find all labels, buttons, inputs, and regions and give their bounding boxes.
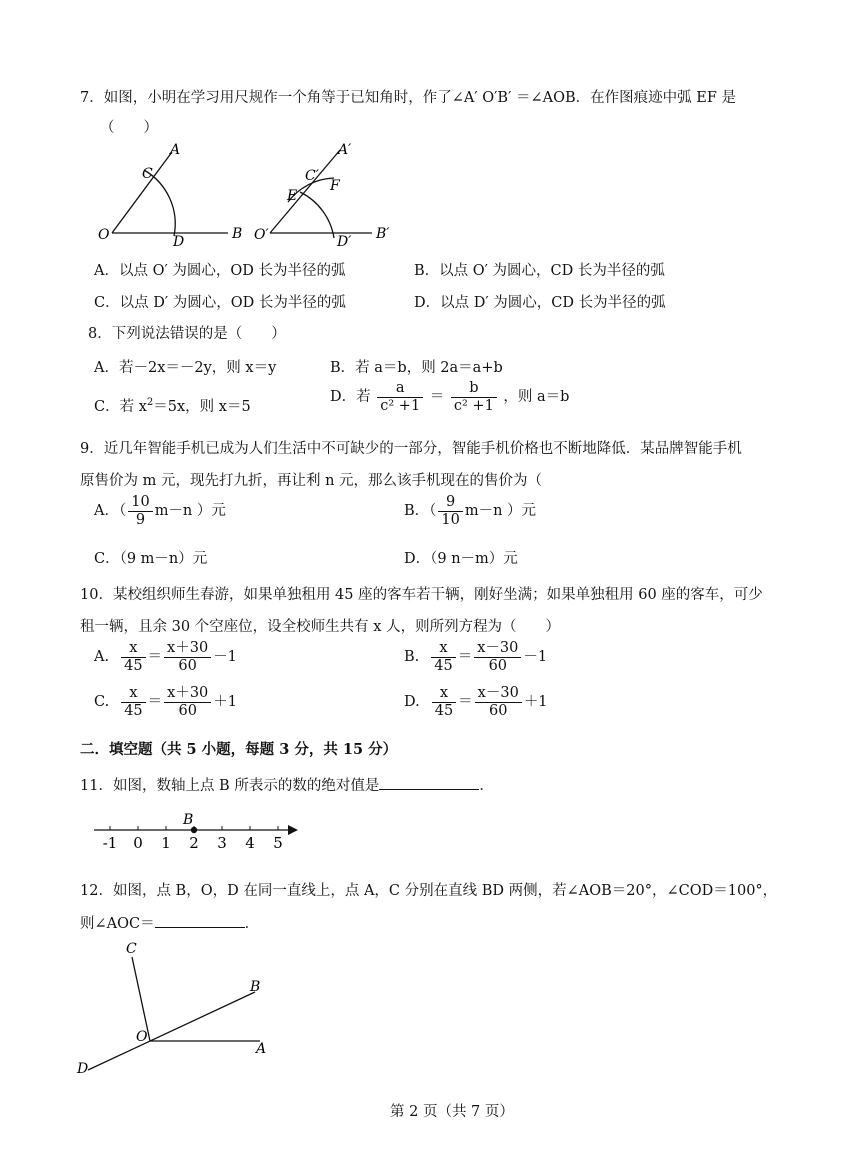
q7-fig1-label-a: A [170,142,181,158]
q9-option-c: C．（9 m－n）元 [94,551,208,567]
q7-stem: 7．如图，小明在学习用尺规作一个角等于已知角时，作了∠A′ O′B′ ＝∠AOB．在作图痕迹中弧 EF 是 [80,90,737,106]
q11-tick-label: 5 [273,834,283,852]
q12-label-a: A [256,1041,267,1057]
q12-label-d: D [77,1061,89,1077]
q7-fig2-label-b: B′ [376,226,390,242]
q8-option-d: D．若 $\frac{a}{\text{c² +1}}$ ＝ $\frac{b}{\text{c² +1}}$ ，则 a＝b [330,380,570,414]
q7-fig2-label-e: E [287,188,298,204]
q12-label-o: O [136,1029,148,1045]
q7-fig1-label-d: D [173,234,185,250]
q11-point-b-label: B [183,812,194,828]
q7-option-c: C．以点 D′ 为圆心，OD 长为半径的弧 [94,295,346,311]
q10-option-c: C. $\frac{x}{45}$ ＝ $\frac{x+30}{60}$ ＋1 [94,685,238,719]
q8-option-a: A．若－2x＝－2y，则 x＝y [94,360,277,376]
q7-figure-original-angle [98,142,242,250]
q7-fig1-label-o: O [98,227,110,243]
q11-number-line [90,810,305,852]
q12-label-c: C [126,941,137,957]
page-footer: 第 2 页（共 7 页） [390,1104,514,1120]
q7-fig2-label-c: C′ [305,168,319,184]
q9-line-2: 原售价为 m 元，现先打九折，再让利 n 元，那么该手机现在的售价为（ [80,473,543,489]
q9-option-d: D．（9 n－m）元 [404,551,518,567]
q7-fig1-label-b: B [232,226,243,242]
q7-figure-constructed-angle [254,142,390,250]
q7-fig2-label-d: D′ [337,234,352,250]
q11-tick-label: 3 [217,834,227,852]
q10-option-a: A. $\frac{x}{45}$ ＝ $\frac{x+30}{60}$ －1 [94,640,237,674]
q7-option-d: D．以点 D′ 为圆心，CD 长为半径的弧 [414,295,666,311]
q7-fig2-label-f: F [330,178,340,194]
q11-tick-label: 0 [133,834,143,852]
q11-tick-label: 4 [245,834,255,852]
q9-option-b: B．（ $\frac{9}{10}$ m－n ）元 [404,494,537,528]
q8-stem: 8．下列说法错误的是（ ） [88,326,286,342]
q10-line-2: 租一辆，且余 30 个空座位，设全校师生共有 x 人，则所列方程为（ ） [80,619,561,635]
q7-option-b: B．以点 O′ 为圆心，CD 长为半径的弧 [414,263,665,279]
q11-tick-label: 2 [189,834,199,852]
q7-answer-paren: （ ） [100,120,158,136]
q12-answer-blank[interactable] [155,913,245,928]
q11-tick-label: 1 [161,834,171,852]
q7-figures [90,140,430,250]
q10-line-1: 10．某校组织师生春游，如果单独租用 45 座的客车若干辆，刚好坐满；如果单独租用 60 座的客车，可少 [80,587,763,603]
q7-option-a: A．以点 O′ 为圆心，OD 长为半径的弧 [94,263,346,279]
q11-stem: 11．如图，数轴上点 B 所表示的数的绝对值是 ． [80,774,494,795]
q7-fig1-label-c: C [142,166,153,182]
q10-option-b: B. $\frac{x}{45}$ ＝ $\frac{x-30}{60}$ －1 [404,640,548,674]
q8-option-c: C．若 $x^2=5x$，则 x＝5 [94,397,251,415]
q11-tick-label: -1 [102,834,118,852]
q7-fig2-label-a: A′ [338,142,352,158]
q12-line-2: 则∠AOC＝ ． [80,912,259,933]
q12-line-1: 12．如图，点 B，O，D 在同一直线上，点 A，C 分别在直线 BD 两侧，若∠AOB＝20°，∠COD＝100°， [80,883,778,899]
q11-answer-blank[interactable] [379,775,479,790]
q12-label-b: B [250,979,261,995]
q9-option-a: A．（ $\frac{10}{9}$ m－n ）元 [94,494,226,528]
q10-option-d: D. $\frac{x}{45}$ ＝ $\frac{x-30}{60}$ ＋1 [404,685,548,719]
q8-option-b: B．若 a＝b，则 2a＝a+b [330,360,503,376]
q7-fig2-label-o: O′ [254,227,269,243]
section-heading: 二．填空题（共 5 小题，每题 3 分，共 15 分） [80,741,398,758]
q12-figure [70,935,290,1085]
q9-line-1: 9．近几年智能手机已成为人们生活中不可缺少的一部分，智能手机价格也不断地降低．某品牌智能手机 [80,441,742,457]
